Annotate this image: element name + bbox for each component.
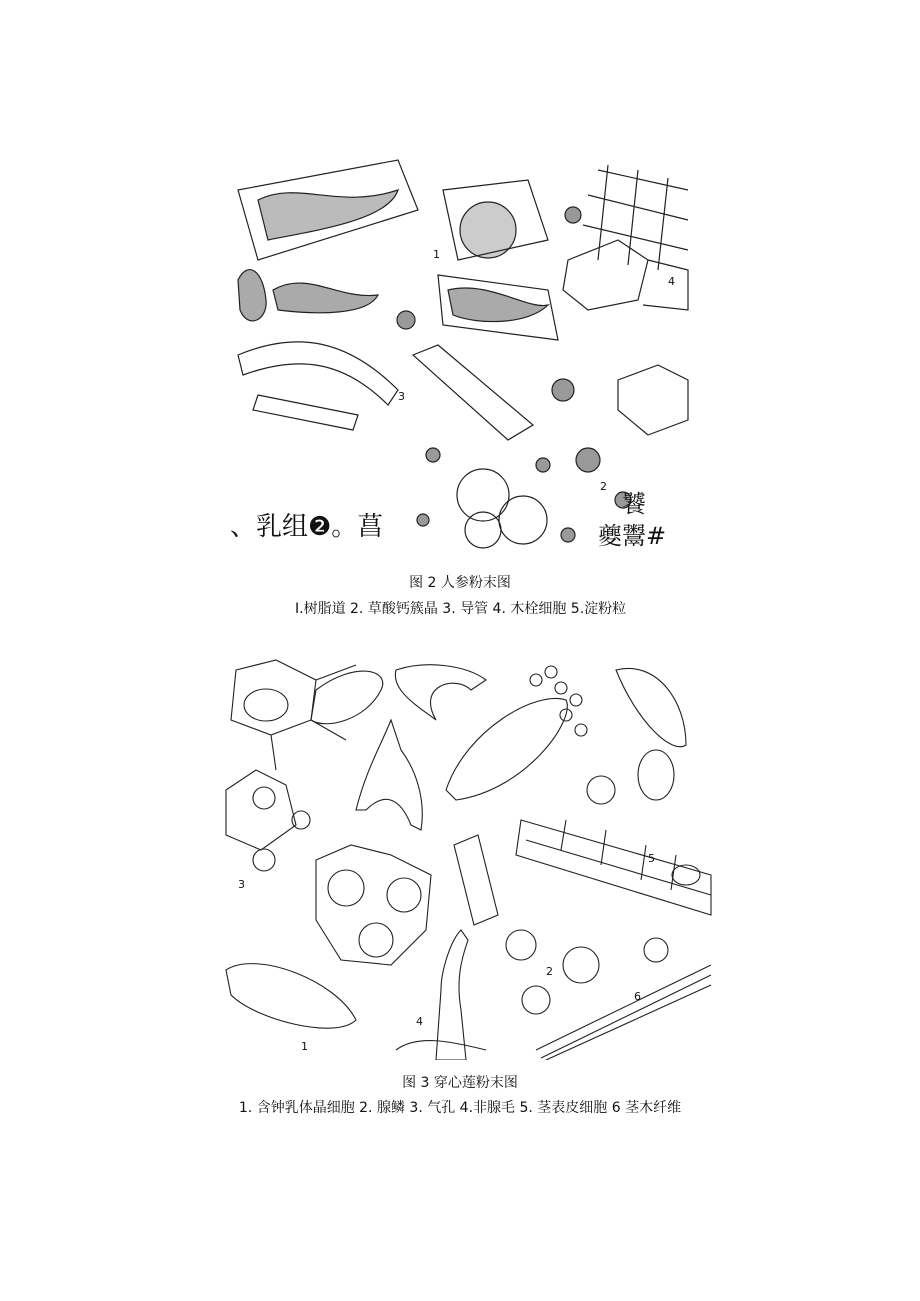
glandular-scale bbox=[644, 938, 668, 962]
vessel bbox=[253, 395, 358, 430]
resin-fragment bbox=[238, 270, 266, 321]
glandular-scale bbox=[563, 947, 599, 983]
figure-3-title: 图 3 穿心莲粉末图 bbox=[402, 1075, 518, 1091]
label-3: 3 bbox=[238, 878, 245, 891]
figure-3-illustration bbox=[216, 650, 712, 1060]
label-6: 6 bbox=[634, 990, 641, 1003]
ocr-overlay-right-1: 饕 bbox=[622, 490, 646, 518]
resin-canal bbox=[258, 190, 398, 240]
ocr-overlay-left: 、乳组❷。菖 bbox=[230, 512, 384, 542]
figure-2-title: 图 2 人参粉末图 bbox=[409, 575, 511, 591]
resin-fragment bbox=[273, 283, 378, 313]
cork-cells bbox=[563, 165, 688, 435]
ocr-overlay-right-2: 夔鬻# bbox=[598, 522, 667, 550]
cystolith-cell bbox=[311, 671, 383, 724]
druse-crystal-cell bbox=[460, 202, 516, 258]
xylem-fiber bbox=[536, 965, 711, 1060]
cystolith-large bbox=[446, 698, 567, 800]
glandular-scale bbox=[506, 930, 536, 960]
hair-fragment bbox=[395, 665, 486, 720]
figure-3-drawing bbox=[216, 650, 712, 1060]
label-2: 2 bbox=[546, 965, 553, 978]
cystolith-cylinder bbox=[454, 835, 498, 925]
label-2: 2 bbox=[600, 480, 607, 493]
label-3: 3 bbox=[398, 390, 405, 403]
figure-2-legend: I.树脂道 2. 草酸钙簇晶 3. 导管 4. 木栓细胞 5.淀粉粒 bbox=[295, 601, 627, 617]
glandular-scale bbox=[522, 986, 550, 1014]
label-4: 4 bbox=[668, 275, 675, 288]
label-5: 5 bbox=[648, 852, 655, 865]
label-1: 1 bbox=[433, 248, 440, 261]
vessel bbox=[413, 345, 533, 440]
label-4: 4 bbox=[416, 1015, 423, 1028]
figure-3-legend: 1. 含钟乳体晶细胞 2. 腺鳞 3. 气孔 4.非腺毛 5. 茎表皮细胞 6 茎木纤维 bbox=[238, 1100, 682, 1116]
cystolith-bottom bbox=[226, 964, 356, 1029]
epidermal-cells bbox=[231, 660, 356, 770]
non-glandular-hair bbox=[356, 720, 422, 830]
label-1: 1 bbox=[301, 1040, 308, 1053]
stem-epidermis bbox=[516, 820, 711, 915]
cystolith-cell-right bbox=[616, 668, 686, 746]
stoma bbox=[587, 776, 615, 804]
cystolith-cell bbox=[244, 689, 288, 721]
non-glandular-hair-2 bbox=[436, 930, 468, 1060]
